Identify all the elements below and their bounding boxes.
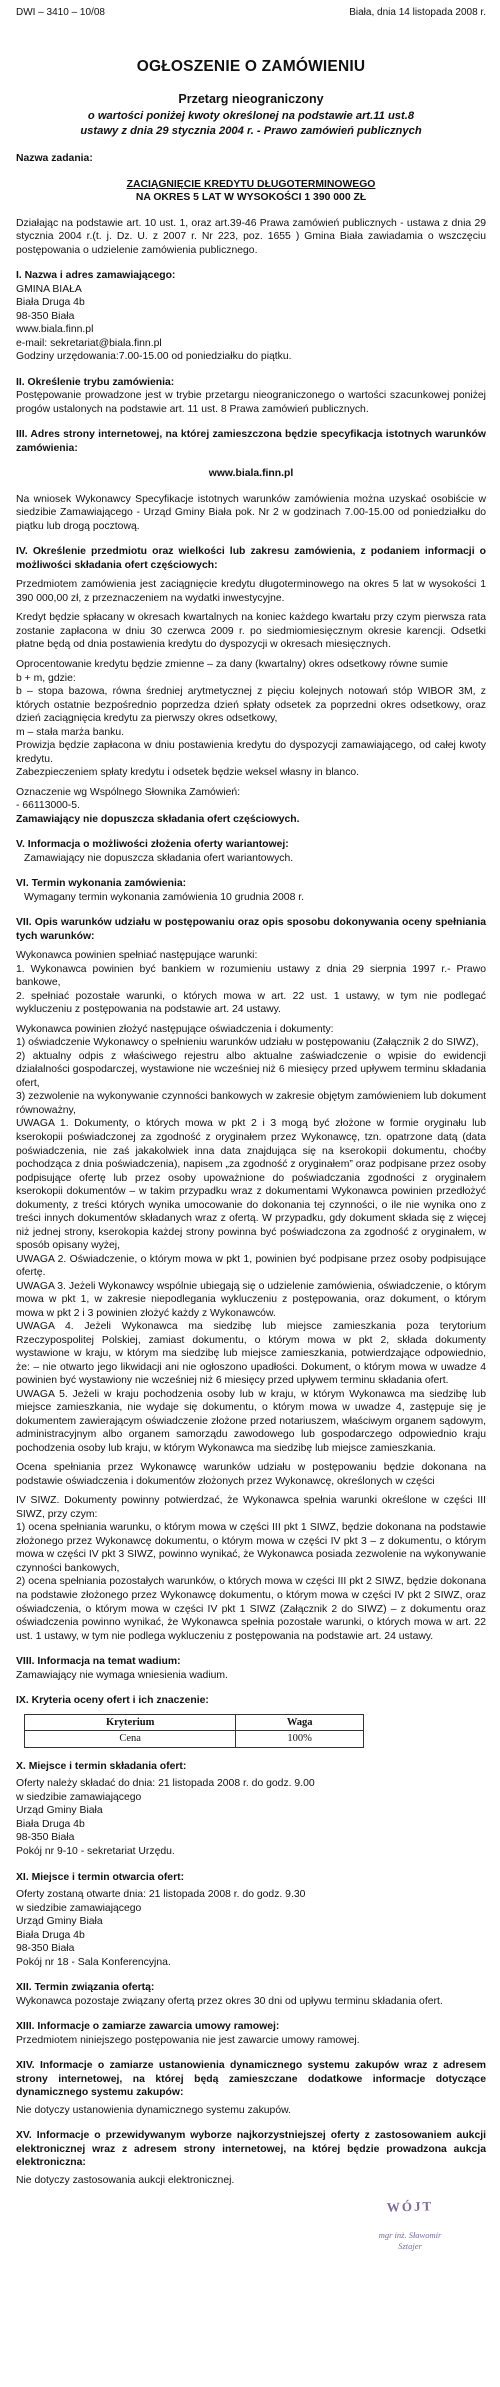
conditions-lead: Wykonawca powinien spełniać następujące warunki: <box>16 950 258 962</box>
specification-url[interactable]: www.biala.finn.pl <box>208 468 294 480</box>
document-subtitle: Przetarg nieograniczony <box>178 92 324 107</box>
section-10-line: Urząd Gminy Biała <box>16 1805 103 1817</box>
legal-basis <box>16 109 486 138</box>
legal-basis-line-1: o wartości poniżej kwoty określonej na podstawie art.11 ust.8 <box>87 110 415 123</box>
criteria-table <box>24 1714 364 1748</box>
partial-offers-note: Zamawiający nie dopuszcza składania ofert częściowych. <box>16 813 300 825</box>
assessment-paragraph: Ocena spełniania przez Wykonawcę warunków udziału w postępowaniu będzie dokonana na podstawie oświadczenia i dokumentów złożonych przez Wykonawcę, określonych w części <box>16 1462 486 1487</box>
stamp-title: WÓJT <box>386 2198 434 2216</box>
section-7-heading: VII. Opis warunków udziału w postępowaniu oraz opis sposobu dokonywania oceny spełniania tych warunków: <box>16 917 486 942</box>
section-2 <box>16 376 486 417</box>
section-6-heading: VI. Termin wykonania zamówienia: <box>16 878 187 890</box>
section-4-paragraph: Kredyt będzie spłacany w okresach kwartalnych na koniec każdego kwartału przy czym pierwsza rata zostanie zapłacona w dniu 30 czerwca 2009 r. po siedmiomiesięcznym okresie karencji. Odsetki płatne będą od dnia postawienia kredytu do dyspozycji w okresach miesięcznych. <box>16 612 486 651</box>
section-11-line: 98-350 Biała <box>16 1943 75 1955</box>
section-12 <box>16 1981 486 2008</box>
section-2-text: Postępowanie prowadzone jest w trybie przetargu nieograniczonego o wartości szacunkowej poniżej progów ustalonych na podstawie art. 11 ust. 8 Prawa zamówień publicznych. <box>16 390 486 415</box>
section-7 <box>16 916 486 1643</box>
section-10-line: 98-350 Biała <box>16 1832 75 1844</box>
section-14-text: Nie dotyczy ustanowienia dynamicznego systemu zakupów. <box>16 2104 291 2116</box>
section-15 <box>16 2129 486 2187</box>
email-link[interactable]: e-mail: sekretariat@biala.finn.pl <box>16 337 162 349</box>
section-11-heading: XI. Miejsce i termin otwarcia ofert: <box>16 1871 185 1883</box>
assessment-item: 2) ocena spełniania pozostałych warunków, o których mowa w części III pkt 2 SIWZ, będzie dokonana na podstawie złożonego przez Wykonawcę dokumentu, o którym mowa w części IV pkt 2 SIWZ, oraz oświadczenia, o którym mowa w części IV pkt 1 SIWZ (Załącznik 2 do SIWZ) – z dokumentu oraz oświadczenia powinno wynikać, że Wykonawca spełnia pozostałe warunki, o których mowa w art. 22 ust. 1 ustawy, w tym nie podlega wykluczeniu z postępowania na podstawie art. 24 ustawy. <box>16 1576 486 1642</box>
criteria-column-header: Kryterium <box>25 1714 236 1731</box>
section-10 <box>16 1760 486 1859</box>
section-11-line: Biała Druga 4b <box>16 1929 85 1941</box>
cpv-label: Oznaczenie wg Wspólnego Słownika Zamówień: <box>16 786 241 798</box>
note-1: UWAGA 1. Dokumenty, o których mowa w pkt 2 i 3 mogą być złożone w formie oryginału lub kserokopii poświadczonej za zgodność z oryginałem przez Wykonawcę, tzn. opatrzone datą (data poświadczenia, nie zaś jakakolwiek inna data znajdująca się na kserokopii dokumentu, choćby pochodząca z dnia poświadczenia), napisem „za zgodność z oryginałem” oraz podpisane przez osoby podpisujące ofertę lub przez osoby upoważnione do poświadczania zgodności z oryginałem kserokopii dokumentów – w takim przypadku wraz z dokumentami Wykonawca powinien przedłożyć dokumenty, z treści których wynika umocowanie do dokonania tej czynności, o ile nie wynika ono z treści innych dokumentów składanych wraz z ofertą. W przypadku, gdy dokument składa się z więcej niż jednej strony, kserokopia każdej strony powinna być poświadczona za zgodność z oryginałem, w sposób opisany wyżej, <box>16 1118 486 1252</box>
document-item: 1) oświadczenie Wykonawcy o spełnieniu warunków udziału w postępowaniu (Załącznik 2 do SIWZ), <box>16 1037 479 1049</box>
section-3-heading: III. Adres strony internetowej, na której zamieszczona będzie specyfikacja istotnych warunków zamówienia: <box>16 429 486 454</box>
section-12-text: Wykonawca pozostaje związany ofertą przez okres 30 dni od upływu terminu składania ofert. <box>16 1995 443 2007</box>
document-header <box>16 6 486 19</box>
section-10-line: Pokój nr 9-10 - sekretariat Urzędu. <box>16 1845 175 1857</box>
section-15-text: Nie dotyczy zastosowania aukcji elektronicznej. <box>16 2174 235 2186</box>
section-14-heading: XIV. Informacje o zamiarze ustanowienia dynamicznego systemu zakupów wraz z adresem strony internetowej, na której będą zamieszczane dodatkowe informacje dotyczące dynamicznego systemu zakupów: <box>16 2060 486 2099</box>
section-10-line: Biała Druga 4b <box>16 1818 85 1830</box>
assessment-paragraph: IV SIWZ. Dokumenty powinny potwierdzać, że Wykonawca spełnia warunki określone w części III SIWZ, przy czym: <box>16 1495 486 1520</box>
note-2: UWAGA 2. Oświadczenie, o którym mowa w pkt 1, powinien być podpisane przez osoby podpisujące ofertę. <box>16 1253 486 1279</box>
section-3 <box>16 428 486 533</box>
section-11-line: Pokój nr 18 - Sala Konferencyjna. <box>16 1956 171 1968</box>
weight-cell: 100% <box>236 1731 364 1748</box>
condition-item: 2. spełniać pozostałe warunki, o których mowa w art. 22 ust. 1 ustawy, w tym nie podlegać wykluczeniu z postępowania na podstawie art. 24 ustawy. <box>16 990 486 1016</box>
section-15-heading: XV. Informacje o przewidywanym wyborze najkorzystniejszej oferty z zastosowaniem aukcji elektronicznej wraz z adresem strony internetowej, na której będzie prowadzona aukcja elektroniczna: <box>16 2130 486 2169</box>
documents-lead: Wykonawca powinien złożyć następujące oświadczenia i dokumenty: <box>16 1023 334 1035</box>
intro-paragraph: Działając na podstawie art. 10 ust. 1, oraz art.39-46 Prawa zamówień publicznych - ustawa z dnia 29 stycznia 2004 r.(t. j. Dz. U. z 2007 r. Nr 223, poz. 1655 ) Gmina Biała zawiadamia o wszczęciu postępowania o udzielenie zamówienia publicznego. <box>16 217 486 256</box>
section-4-paragraph: b + m, gdzie: <box>16 672 76 684</box>
assessment-item: 1) ocena spełniania warunku, o którym mowa w części III pkt 1 SIWZ, będzie dokonana na podstawie złożonego przez Wykonawcę dokumentu, o którym mowa w części IV pkt 3 – z dokumentu, o którym mowa w części IV pkt 3 SIWZ, powinno wynikać, że Wykonawca posiada zezwolenie na wykonywanie czynności bankowych, <box>16 1522 486 1574</box>
section-12-heading: XII. Termin związania ofertą: <box>16 1982 155 1994</box>
section-5 <box>16 838 486 865</box>
section-8-heading: VIII. Informacja na temat wadium: <box>16 1656 181 1668</box>
note-4: UWAGA 4. Jeżeli Wykonawca ma siedzibę lub miejsce zamieszkania poza terytorium Rzeczypospolitej Polskiej, zamiast dokumentu, o którym mowa w pkt 2, składa dokumenty wystawione w kraju, w którym ma siedzibę lub miejsce zamieszkania, potwierdzające odpowiednio, że: – nie otwarto jego likwidacji ani nie ogłoszono upadłości. Dokument, o którym mowa w uwadze 4 powinien być wystawiony nie wcześniej niż 6 miesięcy przed upływem terminu składania ofert. <box>16 1321 486 1387</box>
section-1-line: GMINA BIAŁA <box>16 283 82 295</box>
section-13-heading: XIII. Informacje o zamiarze zawarcia umowy ramowej: <box>16 2021 280 2033</box>
document-date: Biała, dnia 14 listopada 2008 r. <box>349 7 486 18</box>
section-5-text: Zamawiający nie dopuszcza składania ofert wariantowych. <box>24 852 294 864</box>
weight-column-header: Waga <box>236 1714 364 1731</box>
section-14 <box>16 2059 486 2117</box>
section-4-paragraph: Zabezpieczeniem spłaty kredytu i odsetek będzie weksel własny in blanco. <box>16 767 360 779</box>
criteria-cell: Cena <box>25 1731 236 1748</box>
section-4 <box>16 545 486 826</box>
section-8 <box>16 1655 486 1682</box>
section-11-line: w siedzibie zamawiającego <box>16 1902 142 1914</box>
section-3-text: Na wniosek Wykonawcy Specyfikacje istotnych warunków zamówienia można uzyskać osobiście w siedzibie Zamawiającego - Urząd Gminy Biała pok. Nr 2 w godzinach 7.00-15.00 od poniedziałku do piątku lub drogą pocztową. <box>16 493 486 532</box>
task-name-line-2: NA OKRES 5 LAT W WYSOKOŚCI 1 390 000 ZŁ <box>135 192 367 204</box>
section-1-line: Godziny urzędowania:7.00-15.00 od poniedziałku do piątku. <box>16 351 292 363</box>
section-8-text: Zamawiający nie wymaga wniesienia wadium. <box>16 1669 228 1681</box>
section-1-line: Biała Druga 4b <box>16 297 85 309</box>
section-4-paragraph: b – stopa bazowa, równa średniej arytmetycznej z pięciu kolejnych notowań stóp WIBOR 3M, z których ostatnie bezpośrednio poprzedza dzień spłaty odsetek za poprzedni okres odsetkowy, oraz dzień zaciągnięcia kredytu za pierwszy okres odsetkowy, <box>16 686 486 725</box>
section-11-line: Urząd Gminy Biała <box>16 1916 103 1928</box>
section-4-paragraph: Przedmiotem zamówienia jest zaciągnięcie kredytu długoterminowego na okres 5 lat w wysokości 1 390 000,00 zł, z przeznaczeniem na wydatki inwestycyjne. <box>16 579 486 604</box>
section-11 <box>16 1871 486 1970</box>
section-4-paragraph: Prowizja będzie zapłacona w dniu postawienia kredytu do dyspozycji zamawiającego, od całej kwoty kredytu. <box>16 740 486 765</box>
section-2-heading: II. Określenie trybu zamówienia: <box>16 376 175 388</box>
official-stamp <box>366 2198 454 2252</box>
note-5: UWAGA 5. Jeżeli w kraju pochodzenia osoby lub w kraju, w którym Wykonawca ma siedzibę lub miejsce zamieszkania, nie wydaje się dokumentu, o którym mowa w uwadze 4, zastępuje się je dokumentem zawierającym oświadczenie złożone przed notariuszem, właściwym organem sądowym, administracyjnym albo organem samorządu zawodowego lub gospodarczego odpowiednio kraju pochodzenia osoby lub kraju, w którym Wykonawca ma siedzibę lub miejsce zamieszkania. <box>16 1388 486 1454</box>
section-1-line: 98-350 Biała <box>16 310 75 322</box>
section-6-text: Wymagany termin wykonania zamówienia 10 grudnia 2008 r. <box>24 891 305 903</box>
section-10-line: w siedzibie zamawiającego <box>16 1791 142 1803</box>
section-5-heading: V. Informacja o możliwości złożenia oferty wariantowej: <box>16 839 289 851</box>
legal-basis-line-2: ustawy z dnia 29 stycznia 2004 r. - Prawo zamówień publicznych <box>80 124 422 137</box>
section-11-line: Oferty zostaną otwarte dnia: 21 listopada 2008 r. do godz. 9.30 <box>16 1889 306 1901</box>
section-10-heading: X. Miejsce i termin składania ofert: <box>16 1760 187 1772</box>
section-4-paragraph: m – stała marża banku. <box>16 726 124 738</box>
task-label: Nazwa zadania: <box>16 153 93 165</box>
cpv-code: - 66113000-5. <box>16 800 80 812</box>
document-item: 3) zezwolenie na wykonywanie czynności bankowych w zakresie objętym zamówieniem lub dokument równoważny, <box>16 1091 486 1116</box>
task-name <box>16 178 486 205</box>
section-13 <box>16 2020 486 2047</box>
table-row <box>25 1731 364 1748</box>
section-13-text: Przedmiotem niniejszego postępowania nie jest zawarcie umowy ramowej. <box>16 2034 360 2046</box>
signature: mgr inż. Sławomir Sztajer <box>378 2230 442 2252</box>
section-1-heading: I. Nazwa i adres zamawiającego: <box>16 270 176 282</box>
section-1 <box>16 269 486 364</box>
condition-item: 1. Wykonawca powinien być bankiem w rozumieniu ustawy z dnia 29 sierpnia 1997 r.- Prawo bankowe, <box>16 963 486 989</box>
task-name-line-1: ZACIĄGNIĘCIE KREDYTU DŁUGOTERMINOWEGO <box>126 178 376 190</box>
section-9-heading: IX. Kryteria oceny ofert i ich znaczenie: <box>16 1695 209 1707</box>
section-9 <box>16 1694 486 1748</box>
document-item: 2) aktualny odpis z właściwego rejestru albo aktualne zaświadczenie o wpisie do ewidencji działalności gospodarczej, wystawione nie wcześniej niż 6 miesięcy przed upływem terminu składania ofert, <box>16 1050 486 1089</box>
section-4-heading: IV. Określenie przedmiotu oraz wielkości lub zakresu zamówienia, z podaniem informacji o możliwości składania ofert częściowych: <box>16 546 486 571</box>
section-6 <box>16 877 486 904</box>
website-link[interactable]: www.biala.finn.pl <box>16 324 94 336</box>
section-4-paragraph: Oprocentowanie kredytu będzie zmienne – za dany (kwartalny) okres odsetkowy równe sumie <box>16 659 448 670</box>
section-10-line: Oferty należy składać do dnia: 21 listopada 2008 r. do godz. 9.00 <box>16 1778 315 1790</box>
reference-number: DWI – 3410 – 10/08 <box>16 7 105 18</box>
signature-area <box>16 2195 486 2255</box>
document-title: OGŁOSZENIE O ZAMÓWIENIU <box>136 58 366 75</box>
note-3: UWAGA 3. Jeżeli Wykonawcy wspólnie ubiegają się o udzielenie zamówienia, oświadczenie, o którym mowa w pkt 1, w zakresie niepodlegania wykluczeniu z postępowania, oraz dokument, o którym mowa w pkt 2 i 3 powinien złożyć każdy z Wykonawców. <box>16 1280 486 1319</box>
